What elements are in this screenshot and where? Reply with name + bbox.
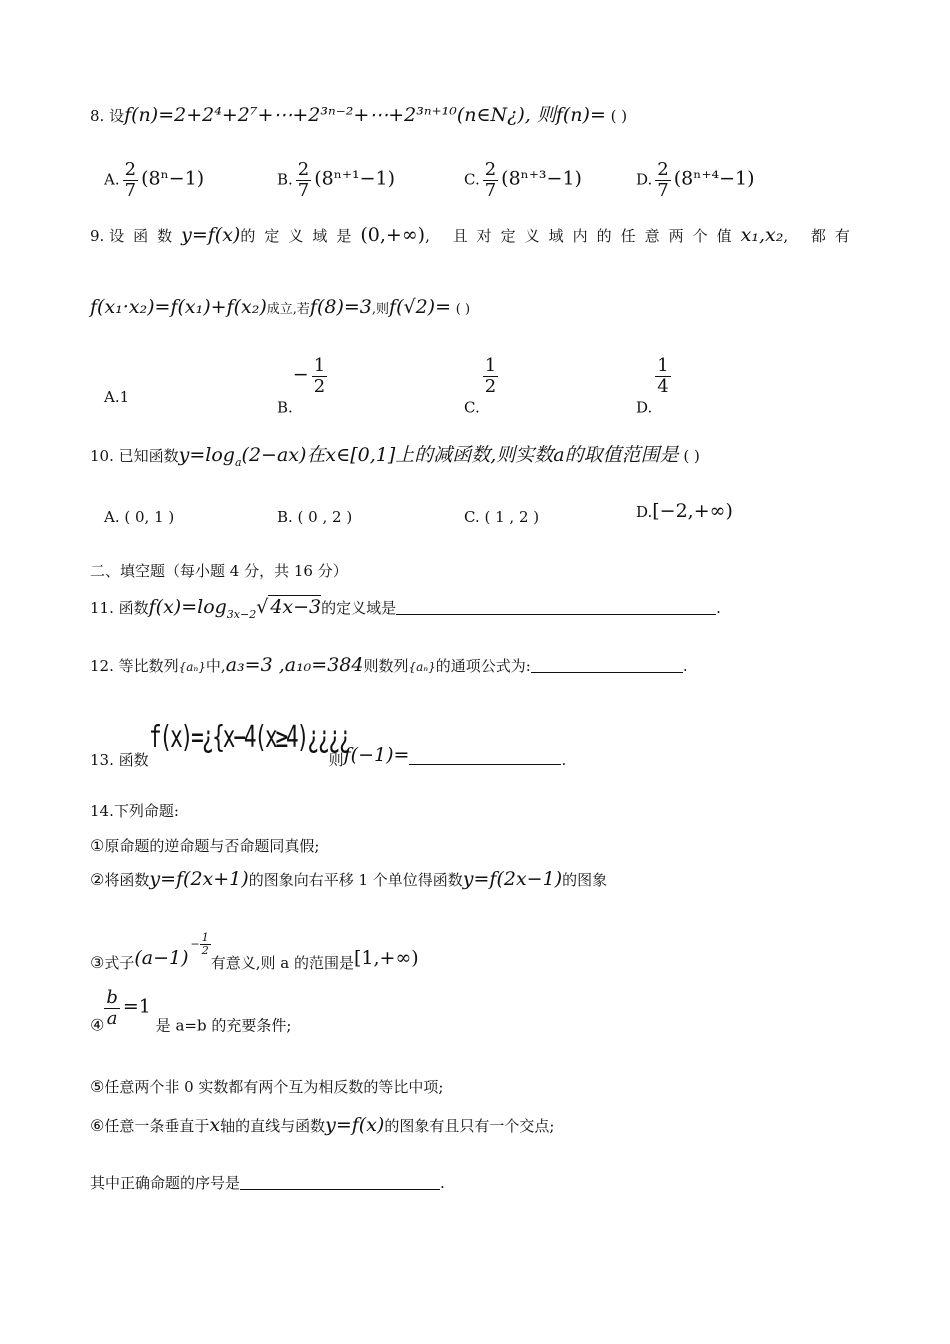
denominator: a [106, 1008, 118, 1029]
item-mark: ⑤ [90, 1077, 105, 1096]
q13-prefix: 13. 函数 [90, 751, 149, 769]
q13-piecewise-formula: f(x)=¿{x−4(x≥4)¿¿¿¿ [148, 720, 349, 755]
q8-option-c[interactable] [464, 160, 582, 201]
q9-text: 成立,若 [266, 302, 310, 317]
option-label: D. [636, 170, 653, 189]
q9-prefix: 9. [90, 227, 105, 245]
q9-bracket: ( ) [455, 302, 471, 317]
q10-formula: y=log [178, 444, 235, 466]
option-sign: − [292, 363, 309, 386]
q9-option-b[interactable] [277, 356, 330, 417]
denominator: 2 [313, 376, 326, 397]
q14-title: 14.下列命题: [90, 802, 179, 820]
exp-sign: − [190, 937, 200, 951]
q9-option-d[interactable] [636, 356, 674, 417]
q14-item-1 [90, 835, 319, 856]
q9-text: 的定义域是 [240, 227, 361, 245]
numerator: 1 [201, 931, 209, 944]
item-fraction [104, 988, 120, 1029]
section-title: 二、填空题（每小题 4 分，共 16 分） [90, 562, 348, 580]
question-9-line-1 [90, 224, 860, 246]
q8-prefix: 8. 设 [90, 107, 125, 125]
item-formula: y=f(2x−1) [462, 868, 563, 890]
q12-suffix: 的通项公式为: [435, 657, 531, 675]
option-label: A. ( 0, 1 ) [104, 508, 175, 526]
q14-answer [90, 1172, 445, 1193]
section-2-title [90, 560, 348, 581]
q8-formula: f(n)=2+2⁴+2⁷+⋯+2³ⁿ⁻²+⋯+2³ⁿ⁺¹⁰(n∈N¿), 则f(n)= [124, 104, 606, 126]
item-eq: =1 [122, 995, 151, 1018]
q10-option-c[interactable] [464, 508, 539, 526]
denominator: 7 [297, 180, 310, 201]
q9-text: , 且对定义域内的任意两个值 [425, 227, 741, 245]
item-formula: y=f(x) [325, 1114, 385, 1136]
q9-equation: f(x₁·x₂)=f(x₁)+f(x₂) [90, 296, 267, 318]
q14-item-5 [90, 1076, 443, 1097]
q14-answer-blank[interactable] [240, 1175, 440, 1190]
q9-func: y=f(x) [181, 224, 241, 246]
option-label: A.1 [104, 388, 130, 406]
q12-given: a₃=3 ,a₁₀=384 [225, 654, 364, 676]
fraction [123, 160, 138, 201]
option-expr: (8ⁿ⁺¹−1) [314, 167, 396, 190]
q11-end: . [716, 599, 721, 617]
numerator: 1 [484, 355, 497, 376]
q8-option-a[interactable] [104, 160, 204, 201]
q11-prefix: 11. 函数 [90, 599, 149, 617]
question-11: 11. 函数$f(x)=\log_{3x-2}√$ 4x−3的定义域是 . [90, 596, 721, 621]
q12-prefix: 12. 等比数列 [90, 657, 179, 675]
q12-sequence: {aₙ} [178, 660, 206, 674]
item-text: 轴的直线与函数 [220, 1117, 326, 1135]
item-text: 式子 [104, 954, 135, 972]
denominator: 2 [484, 376, 497, 397]
q14-answer-prefix: 其中正确命题的序号是 [90, 1174, 241, 1192]
q9-domain: (0,+∞) [360, 224, 426, 246]
exp-fraction [200, 932, 211, 957]
option-label: A. [104, 170, 120, 189]
question-12 [90, 654, 688, 676]
question-14-title [90, 800, 179, 821]
q9-vars: x₁,x₂ [740, 224, 784, 246]
item-mark: ① [90, 836, 105, 855]
option-label: D. [636, 503, 653, 521]
item-mark: ③ [90, 953, 105, 972]
fraction [296, 160, 311, 201]
q10-formula-rest: (2−ax)在x∈[0,1]上的减函数,则实数a的取值范围是 [241, 444, 679, 466]
q10-option-b[interactable] [277, 508, 352, 526]
q9-text: 设函数 [109, 227, 182, 245]
option-expr: (8ⁿ⁺³−1) [501, 167, 582, 190]
q13-end: . [561, 751, 567, 769]
numerator: b [106, 987, 118, 1008]
item-text: 任意一条垂直于 [104, 1117, 210, 1135]
option-label: B. [277, 398, 293, 417]
item-var: x [209, 1114, 221, 1136]
item-range: [1,+∞) [354, 947, 419, 969]
option-label: C. [464, 398, 480, 417]
q14-end: . [440, 1174, 445, 1192]
q9-text: , 都有 [783, 227, 859, 245]
item-text: 的图象有且只有一个交点; [384, 1117, 555, 1135]
q9-ask: f(√2)= [389, 296, 452, 318]
q9-text: ,则 [371, 302, 390, 317]
denominator: 2 [201, 944, 209, 957]
item-text: 有意义,则 a 的范围是 [210, 954, 354, 972]
item-base: (a−1) [134, 947, 189, 969]
item-formula: y=f(2x+1) [149, 868, 249, 890]
q10-bracket: ( ) [683, 447, 700, 465]
q12-sequence: {aₙ} [408, 660, 436, 674]
option-label: D. [636, 398, 653, 417]
item-text: 的图象向右平移 1 个单位得函数 [248, 871, 463, 889]
q8-option-b[interactable] [277, 160, 395, 201]
option-expr: [−2,+∞) [652, 500, 733, 522]
q11-suffix: 的定义域是 [321, 599, 397, 617]
q8-bracket: ( ) [610, 107, 628, 125]
q10-option-d[interactable] [636, 500, 733, 522]
item-text: 是 a=b 的充要条件; [155, 1016, 292, 1035]
numerator: 1 [657, 355, 669, 376]
item-mark: ② [90, 870, 105, 889]
question-8 [90, 100, 627, 127]
fraction [312, 356, 327, 397]
q13-ask: f(−1)= [343, 744, 410, 766]
option-expr: (8ⁿ−1) [141, 167, 205, 190]
q12-text: 中, [205, 657, 226, 675]
q9-option-c[interactable] [464, 356, 501, 417]
question-10 [90, 440, 700, 469]
question-9-line-2 [90, 296, 470, 318]
item-exponent [191, 932, 211, 957]
denominator: 7 [484, 180, 497, 201]
numerator: 2 [657, 159, 669, 180]
numerator: 2 [124, 159, 137, 180]
q10-log-base: a [234, 456, 242, 469]
q11-answer-blank[interactable] [396, 600, 716, 615]
numerator: 1 [313, 355, 326, 376]
fraction [655, 356, 670, 397]
numerator: 2 [484, 159, 497, 180]
q13-text: 则 [328, 751, 344, 769]
option-expr: (8ⁿ⁺⁴−1) [673, 167, 755, 190]
q14-item-6 [90, 1114, 554, 1136]
q12-end: . [682, 657, 688, 675]
denominator: 7 [124, 180, 137, 201]
item-text: 任意两个非 0 实数都有两个互为相反数的等比中项; [104, 1078, 444, 1096]
q12-text: 则数列 [363, 657, 409, 675]
q11-log-base: 3x−2 [226, 608, 257, 621]
item-mark: ⑥ [90, 1116, 105, 1135]
denominator: 4 [657, 376, 669, 397]
option-label: C. ( 1 , 2 ) [464, 508, 540, 526]
question-13 [90, 720, 566, 770]
q14-item-2 [90, 868, 607, 890]
q10-prefix: 10. 已知函数 [90, 447, 179, 465]
numerator: 2 [297, 159, 310, 180]
fraction [483, 356, 498, 397]
option-label: B. ( 0 , 2 ) [277, 508, 353, 526]
fraction [483, 160, 498, 201]
q9-option-a[interactable] [104, 388, 129, 406]
q9-condition: f(8)=3 [309, 296, 372, 318]
q10-option-a[interactable] [104, 508, 174, 526]
item-text: 的图象 [562, 871, 608, 889]
q8-option-d[interactable] [636, 160, 755, 201]
q11-formula: f(x)=log [148, 596, 227, 618]
q12-answer-blank[interactable] [531, 658, 683, 673]
fraction [655, 160, 670, 201]
q14-item-3 [90, 932, 419, 973]
q14-item-4 [90, 988, 291, 1036]
q13-answer-blank[interactable] [409, 750, 561, 765]
option-label: B. [277, 170, 293, 189]
q11-radicand: 4x−3 [270, 596, 322, 618]
option-label: C. [464, 170, 480, 189]
item-mark: ④ [90, 1015, 105, 1035]
item-text: 将函数 [104, 871, 150, 889]
denominator: 7 [657, 180, 669, 201]
item-text: 原命题的逆命题与否命题同真假; [104, 837, 320, 855]
